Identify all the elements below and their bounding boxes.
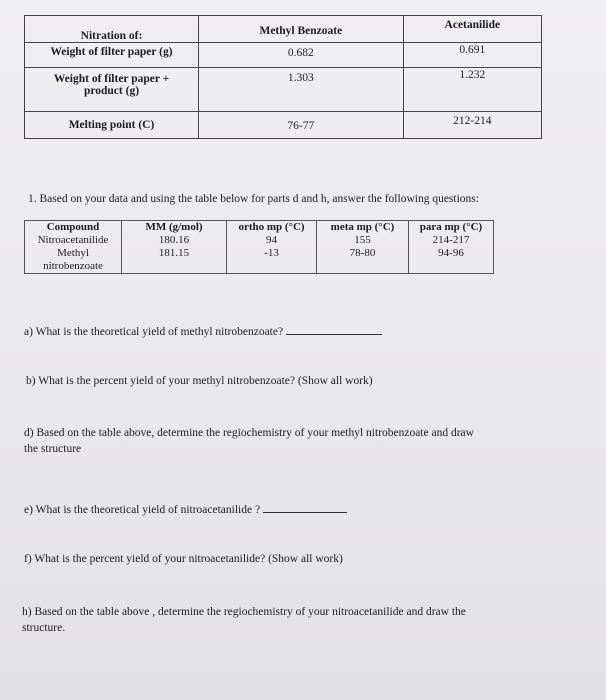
question-d-line1: d) Based on the table above, determine the regiochemistry of your methyl nitrobenzoate and draw: [24, 427, 474, 439]
question-h-line2: structure.: [22, 622, 66, 634]
cell-mb-filter-product: 1.303: [199, 68, 404, 112]
table-row: [25, 247, 494, 274]
col-para: para mp (°C): [409, 221, 494, 235]
row-label-filter-paper: Weight of filter paper (g): [25, 43, 199, 68]
compound-line2: nitrobenzoate: [43, 260, 103, 272]
question-h: [22, 604, 592, 636]
table-row: [25, 43, 542, 68]
row-label-filter-product: [25, 68, 199, 112]
table-row: [25, 221, 494, 235]
cell-para: 94-96: [409, 247, 494, 274]
cell-ac-filter-product: 1.232: [403, 68, 541, 112]
col-mm: MM (g/mol): [122, 221, 227, 235]
table-row: [25, 68, 542, 112]
cell-mb-filter-paper: 0.682: [199, 43, 404, 68]
table-row: [25, 112, 542, 139]
table-row: [25, 234, 494, 247]
cell-ortho: 94: [227, 234, 317, 247]
header-methyl-benzoate: Methyl Benzoate: [199, 16, 404, 43]
cell-mm: 180.16: [122, 234, 227, 247]
cell-ac-melting-point: 212-214: [403, 112, 541, 139]
question-b: b) What is the percent yield of your methyl nitrobenzoate? (Show all work): [26, 375, 373, 387]
question-h-line1: h) Based on the table above , determine the regiochemistry of your nitroacetanilide and draw the: [22, 606, 466, 618]
row-label-line1: Weight of filter paper +: [53, 73, 170, 85]
row-label-melting-point: Melting point (C): [25, 112, 199, 139]
compound-line1: Methyl: [57, 247, 89, 259]
question-a-text: a) What is the theoretical yield of methyl nitrobenzoate?: [24, 326, 284, 338]
cell-mb-melting-point: 76-77: [199, 112, 404, 139]
lab-data-table: [24, 15, 542, 139]
reference-table: [24, 220, 494, 274]
cell-meta: 155: [317, 234, 409, 247]
col-meta: meta mp (°C): [317, 221, 409, 235]
cell-ac-filter-paper: 0.691: [403, 43, 541, 68]
col-compound: Compound: [25, 221, 122, 235]
answer-blank-a[interactable]: [286, 323, 382, 335]
table-row: [25, 16, 542, 43]
header-nitration: Nitration of:: [25, 16, 199, 43]
cell-compound: Nitroacetanilide: [25, 234, 122, 247]
cell-para: 214-217: [409, 234, 494, 247]
question-e-text: e) What is the theoretical yield of nitroacetanilide ?: [24, 504, 261, 516]
answer-blank-e[interactable]: [263, 501, 347, 513]
question-d: [24, 425, 584, 457]
question-a: [24, 323, 382, 340]
cell-compound: [25, 247, 122, 274]
cell-meta: 78-80: [317, 247, 409, 274]
question-e: [24, 501, 347, 518]
header-acetanilide: Acetanilide: [403, 16, 541, 43]
cell-mm: 181.15: [122, 247, 227, 274]
row-label-line2: product (g): [83, 85, 140, 97]
question-d-line2: the structure: [24, 443, 82, 455]
question-f: f) What is the percent yield of your nitroacetanilide? (Show all work): [24, 553, 343, 565]
question-1: 1. Based on your data and using the table below for parts d and h, answer the following questions:: [28, 193, 479, 205]
cell-ortho: -13: [227, 247, 317, 274]
col-ortho: ortho mp (°C): [227, 221, 317, 235]
